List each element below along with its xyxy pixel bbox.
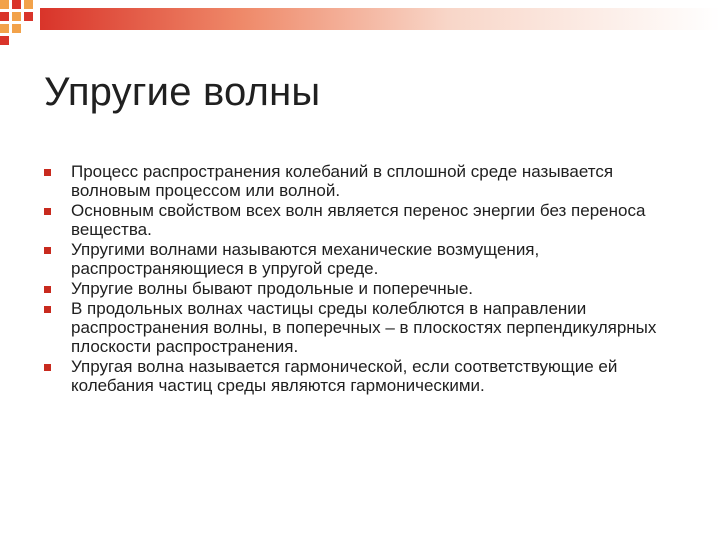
decor-square bbox=[12, 12, 21, 21]
bullet-item bbox=[44, 299, 684, 356]
decor-square bbox=[0, 0, 9, 9]
bullet-text: Процесс распространения колебаний в сплошной среде называется волновым процессом или волной. bbox=[71, 162, 614, 200]
bullet-text: Основным свойством всех волн является перенос энергии без переноса вещества. bbox=[71, 201, 646, 239]
header-gradient-bar bbox=[40, 8, 720, 30]
bullet-text: Упругая волна называется гармонической, если соответствующие ей колебания частиц среды являются гармоническими. bbox=[71, 357, 618, 395]
decor-square bbox=[0, 36, 9, 45]
bullet-item bbox=[44, 357, 684, 395]
bullet-item bbox=[44, 162, 684, 200]
header-decoration bbox=[0, 0, 720, 60]
decor-square bbox=[12, 0, 21, 9]
bullet-square-icon bbox=[44, 364, 51, 371]
bullet-square-icon bbox=[44, 306, 51, 313]
bullet-item bbox=[44, 240, 684, 278]
slide-title: Упругие волны bbox=[44, 70, 321, 114]
decor-square bbox=[0, 24, 9, 33]
bullet-text: В продольных волнах частицы среды колеблются в направлении распространения волны, в поперечных – в плоскостях перпендикулярных плоскости распространения. bbox=[71, 299, 657, 356]
bullet-list bbox=[44, 162, 684, 396]
bullet-square-icon bbox=[44, 208, 51, 215]
decor-square bbox=[0, 12, 9, 21]
bullet-square-icon bbox=[44, 286, 51, 293]
bullet-square-icon bbox=[44, 247, 51, 254]
bullet-text: Упругими волнами называются механические возмущения, распространяющиеся в упругой среде. bbox=[71, 240, 540, 278]
bullet-item bbox=[44, 201, 684, 239]
bullet-item bbox=[44, 279, 684, 298]
bullet-square-icon bbox=[44, 169, 51, 176]
decor-square bbox=[24, 12, 33, 21]
bullet-text: Упругие волны бывают продольные и поперечные. bbox=[71, 279, 474, 298]
decor-square bbox=[12, 24, 21, 33]
decor-square bbox=[24, 0, 33, 9]
